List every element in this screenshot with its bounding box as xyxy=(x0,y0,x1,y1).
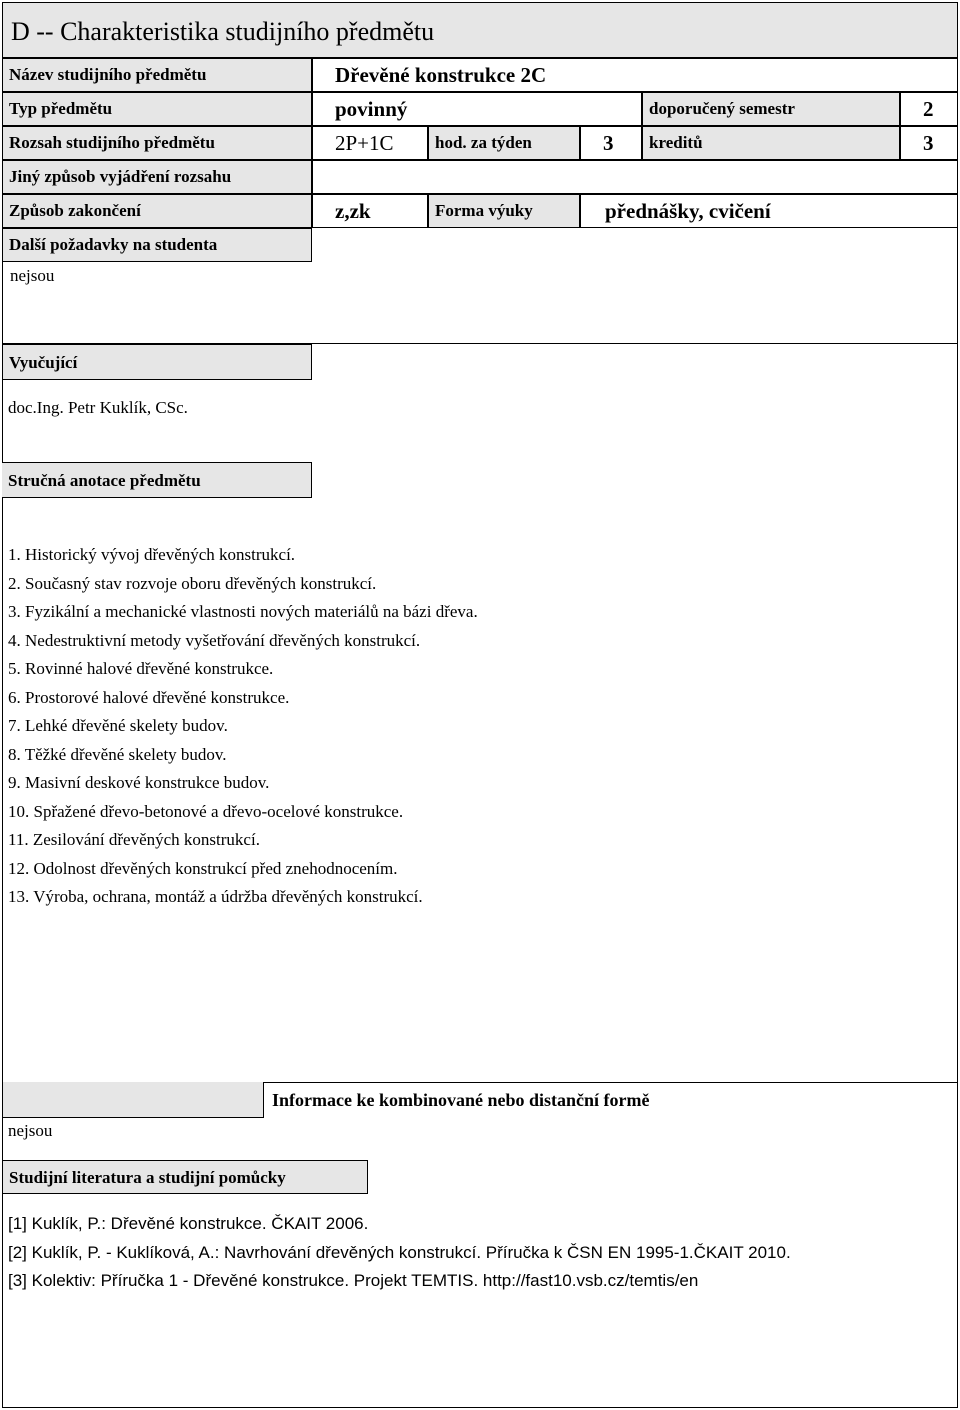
name-value: Dřevěné konstrukce 2C xyxy=(312,58,958,92)
form-label: Forma výuky xyxy=(428,194,580,228)
annotation-item: 5. Rovinné halové dřevěné konstrukce. xyxy=(8,659,274,678)
teacher-name: doc.Ing. Petr Kuklík, CSc. xyxy=(8,398,188,417)
form-value: přednášky, cvičení xyxy=(580,194,958,228)
scope-label: Rozsah studijního předmětu xyxy=(2,126,312,160)
annotation-item: 7. Lehké dřevěné skelety budov. xyxy=(8,716,228,735)
annotation-item: 2. Současný stav rozvoje oboru dřevěných konstrukcí. xyxy=(8,573,377,593)
annotation-item: 11. Zesilování dřevěných konstrukcí. xyxy=(8,830,260,849)
literature-label: Studijní literatura a studijní pomůcky xyxy=(2,1160,368,1194)
semester-value: 2 xyxy=(900,92,958,126)
distance-label: Informace ke kombinované nebo distanční formě xyxy=(272,1090,650,1110)
literature-list xyxy=(8,1210,953,1296)
semester-label: doporučený semestr xyxy=(642,92,900,126)
annotation-item: 6. Prostorové halové dřevěné konstrukce. xyxy=(8,687,290,707)
annotation-item: 8. Těžké dřevěné skelety budov. xyxy=(8,744,227,764)
credits-label: kreditů xyxy=(642,126,900,160)
other-scope-value xyxy=(312,160,958,194)
annotation-item: 10. Spřažené dřevo-betonové a dřevo-ocelové konstrukce. xyxy=(8,801,404,821)
page-title: D -- Charakteristika studijního předmětu xyxy=(2,2,958,58)
requirements-label: Další požadavky na studenta xyxy=(2,228,312,262)
other-scope-label: Jiný způsob vyjádření rozsahu xyxy=(2,160,312,194)
requirements-value: nejsou xyxy=(2,262,958,344)
hours-value: 3 xyxy=(580,126,642,160)
literature-item: [2] Kuklík, P. - Kuklíková, A.: Navrhování dřevěných konstrukcí. Příručka k ČSN EN 1995-1.ČKAIT 2010. xyxy=(8,1242,791,1262)
literature-item: [1] Kuklík, P.: Dřevěné konstrukce. ČKAIT 2006. xyxy=(8,1214,369,1233)
name-label: Název studijního předmětu xyxy=(2,58,312,92)
annotation-list xyxy=(8,541,948,912)
distance-value: nejsou xyxy=(8,1121,53,1140)
type-value: povinný xyxy=(312,92,642,126)
annotation-item: 1. Historický vývoj dřevěných konstrukcí. xyxy=(8,545,296,564)
annotation-label: Stručná anotace předmětu xyxy=(2,462,312,498)
annotation-item: 13. Výroba, ochrana, montáž a údržba dřevěných konstrukcí. xyxy=(8,887,423,906)
annotation-item: 4. Nedestruktivní metody vyšetřování dřevěných konstrukcí. xyxy=(8,630,421,650)
type-label: Typ předmětu xyxy=(2,92,312,126)
completion-value: z,zk xyxy=(312,194,428,228)
literature-item: [3] Kolektiv: Příručka 1 - Dřevěné konstrukce. Projekt TEMTIS. http://fast10.vsb.cz/temtis/en xyxy=(8,1271,699,1290)
annotation-item: 3. Fyzikální a mechanické vlastnosti nových materiálů na bázi dřeva. xyxy=(8,602,478,621)
scope-value: 2P+1C xyxy=(312,126,428,160)
hours-label: hod. za týden xyxy=(428,126,580,160)
distance-label-spacer xyxy=(2,1082,264,1118)
completion-label: Způsob zakončení xyxy=(2,194,312,228)
annotation-item: 9. Masivní deskové konstrukce budov. xyxy=(8,773,270,792)
credits-value: 3 xyxy=(900,126,958,160)
teachers-label: Vyučující xyxy=(2,344,312,380)
annotation-item: 12. Odolnost dřevěných konstrukcí před znehodnocením. xyxy=(8,858,398,878)
